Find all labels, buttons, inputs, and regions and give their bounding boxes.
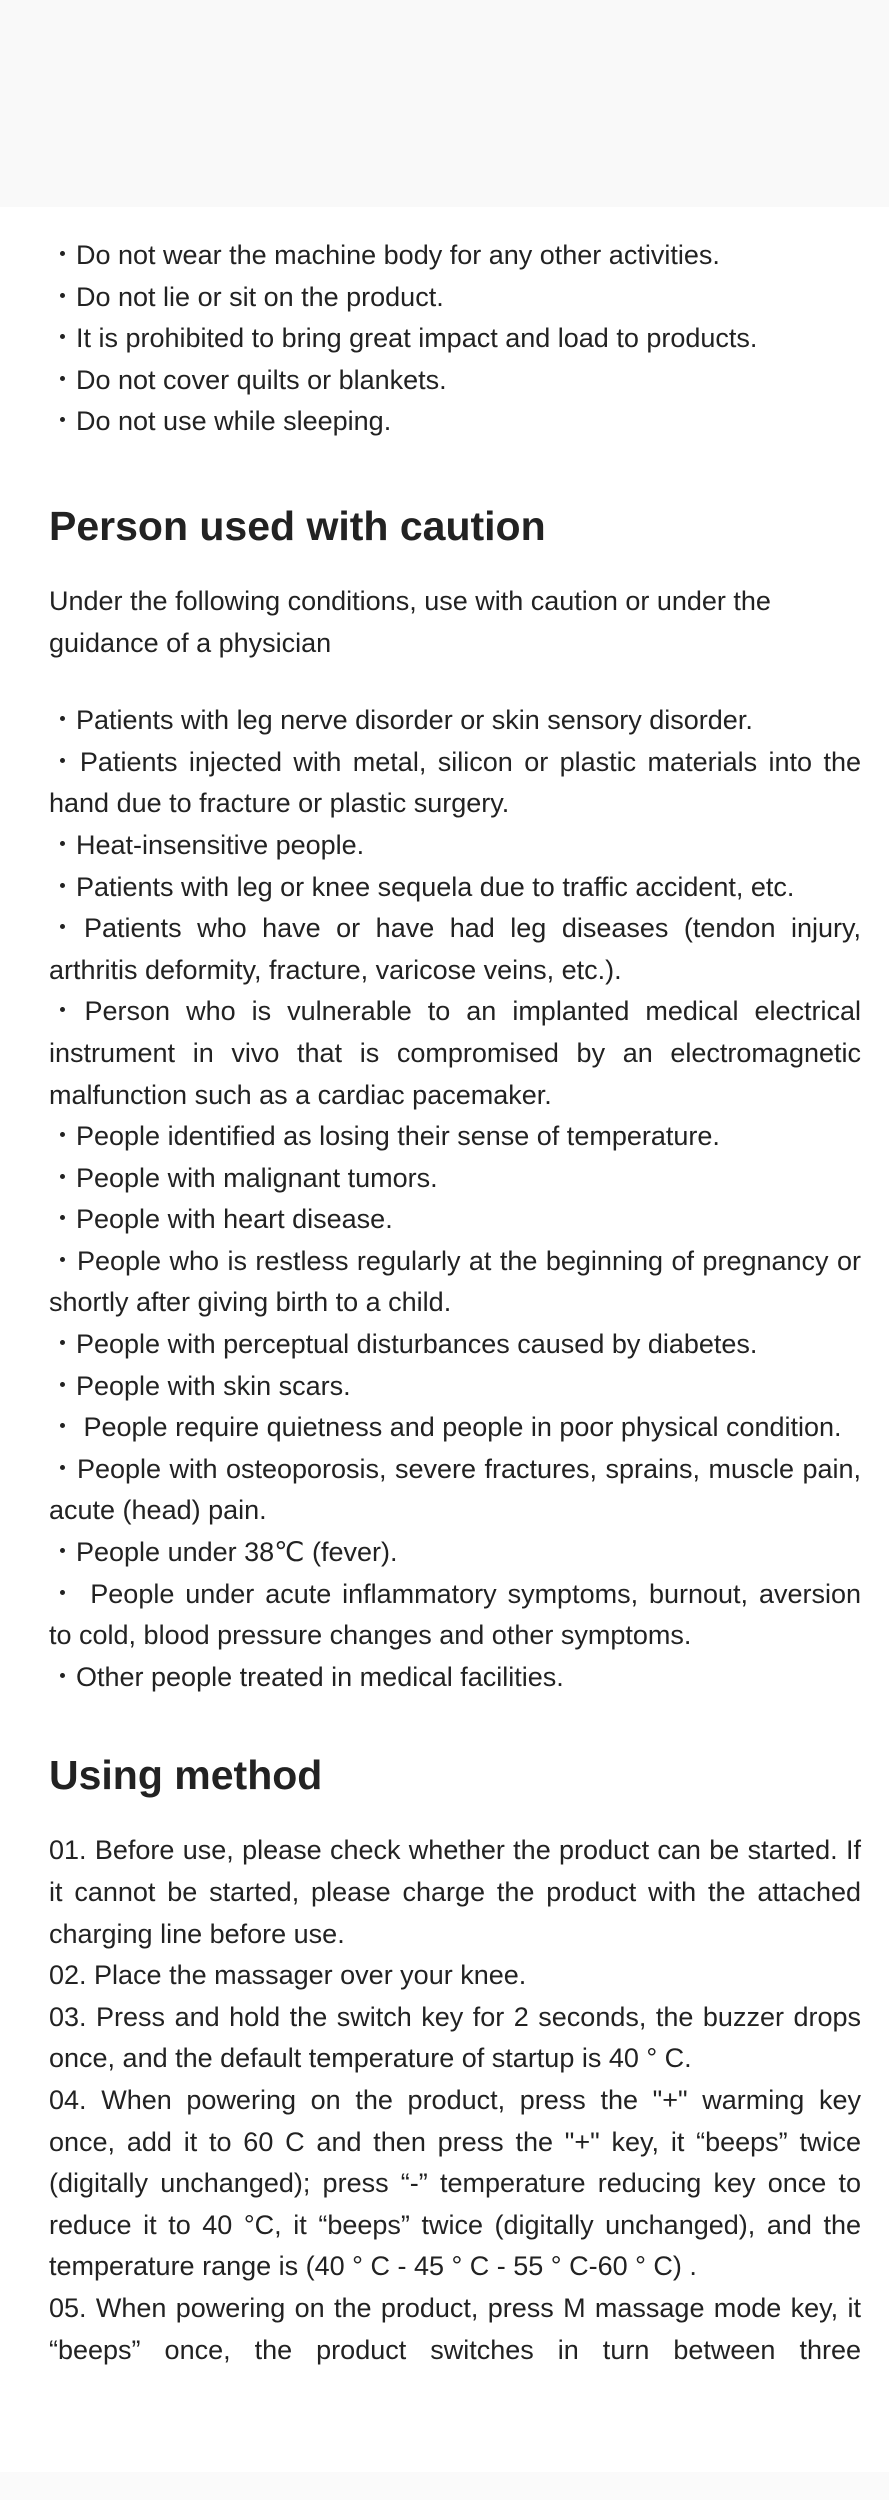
list-item: ・Do not use while sleeping.: [49, 406, 392, 437]
list-item: ・Do not wear the machine body for any other activities.: [49, 240, 720, 270]
list-item: ・Patients with leg or knee sequela due to traffic accident, etc.: [49, 871, 795, 902]
step-item: 01. Before use, please check whether the product can be started. If it cannot be started, please charge the product with the attached charging line before use.: [49, 1835, 861, 1949]
method-heading: Using method: [49, 1752, 323, 1799]
step-item: 02. Place the massager over your knee.: [49, 1960, 527, 1991]
list-item: ・Patients with leg nerve disorder or skin sensory disorder.: [49, 705, 753, 736]
list-item: ・Other people treated in medical facilities.: [49, 1661, 564, 1692]
step-item: 03. Press and hold the switch key for 2 seconds, the buzzer drops once, and the default temperature of startup is 40 ° C.: [49, 2001, 861, 2074]
method-steps: [49, 1830, 861, 2371]
list-item: ・People with skin scars.: [49, 1370, 351, 1401]
top-blank-band: [0, 0, 889, 207]
list-item: ・Do not lie or sit on the product.: [49, 281, 444, 312]
caution-heading: Person used with caution: [49, 502, 546, 549]
list-item: ・Heat-insensitive people.: [49, 829, 365, 860]
step-item: 04. When powering on the product, press the "+" warming key once, add it to 60 C and then press the "+" key, it “beeps” twice (digitally unchanged); press “-” temperature reducing key once to reduce it to 40 °C, it “beeps” twice (digitally unchanged), and the temperature range is (40 ° C - 45 ° C - 55 ° C-60 ° C) .: [49, 2084, 861, 2282]
list-item: ・People with osteoporosis, severe fractures, sprains, muscle pain, acute (head) pain.: [49, 1453, 861, 1526]
caution-list: [49, 700, 861, 1698]
list-item: ・ People under acute inflammatory symptoms, burnout, aversion to cold, blood pressure changes and other symptoms.: [49, 1578, 861, 1651]
list-item: ・People with malignant tumors.: [49, 1162, 438, 1193]
list-item: ・People under 38℃ (fever).: [49, 1537, 398, 1568]
step-item: 05. When powering on the product, press M massage mode key, it “beeps” once, the product switches in turn between three: [49, 2292, 861, 2365]
manual-page: [0, 207, 889, 2472]
list-item: ・People who is restless regularly at the beginning of pregnancy or shortly after giving birth to a child.: [49, 1245, 861, 1318]
list-item: ・Patients injected with metal, silicon or plastic materials into the hand due to fracture or plastic surgery.: [49, 746, 861, 819]
list-item: ・Patients who have or have had leg diseases (tendon injury, arthritis deformity, fracture, varicose veins, etc.).: [49, 913, 861, 985]
caution-intro: Under the following conditions, use with caution or under the guidance of a physician: [49, 585, 771, 658]
list-item: ・It is prohibited to bring great impact and load to products.: [49, 323, 758, 354]
list-item: ・ People require quietness and people in poor physical condition.: [49, 1412, 842, 1443]
list-item: ・People identified as losing their sense of temperature.: [49, 1121, 720, 1152]
list-item: ・People with heart disease.: [49, 1204, 393, 1235]
prohibition-list: [49, 235, 861, 443]
list-item: ・People with perceptual disturbances caused by diabetes.: [49, 1329, 758, 1360]
list-item: ・Person who is vulnerable to an implanted medical electrical instrument in vivo that is compromised by an electromagnetic malfunction such as a cardiac pacemaker.: [49, 996, 861, 1110]
list-item: ・Do not cover quilts or blankets.: [49, 364, 447, 395]
